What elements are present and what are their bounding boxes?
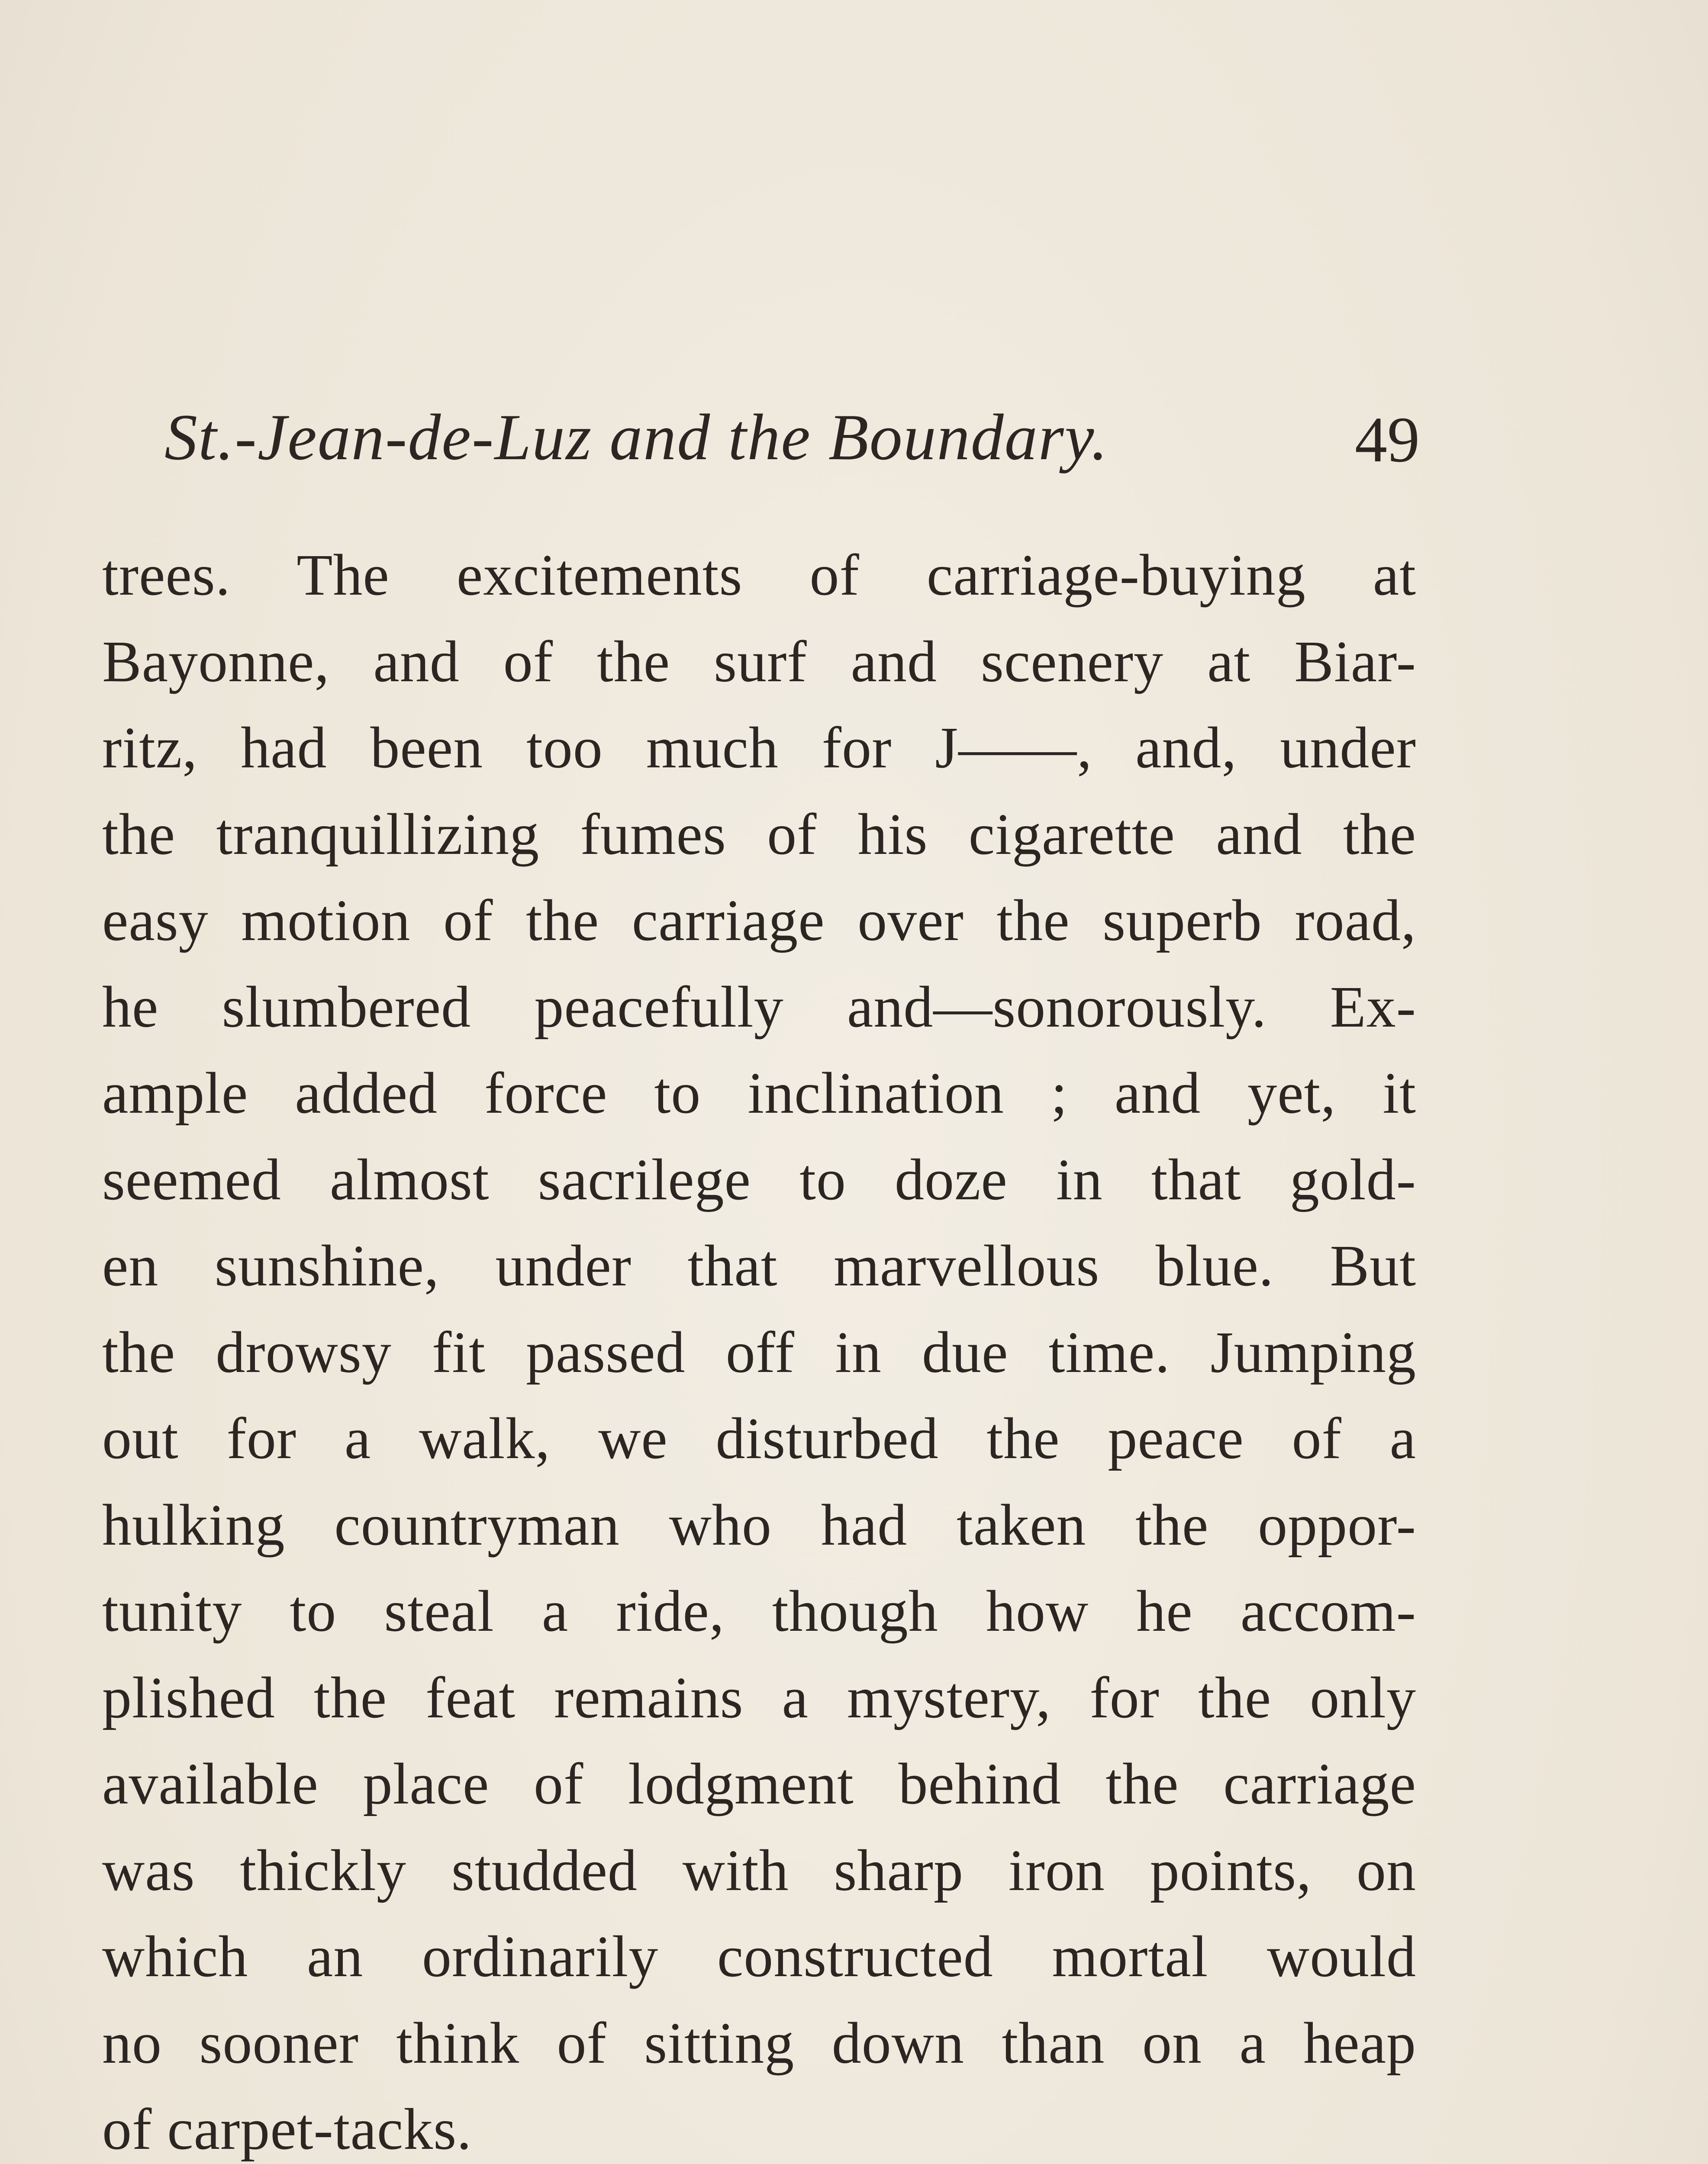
text-line: which an ordinarily constructed mortal would	[102, 1924, 1416, 1989]
text-line: Bayonne, and of the surf and scenery at Biar-	[102, 629, 1416, 694]
text-line: he slumbered peacefully and—sonorously. Ex-	[102, 974, 1416, 1040]
running-head	[164, 394, 1420, 506]
text-line: hulking countryman who had taken the oppor-	[102, 1492, 1416, 1558]
running-title: St.-Jean-de-Luz and the Boundary.	[164, 401, 1109, 473]
text-line: seemed almost sacrilege to doze in that gold-	[102, 1147, 1416, 1212]
text-line: the drowsy fit passed off in due time. Jumping	[102, 1320, 1416, 1385]
text-line: easy motion of the carriage over the superb road,	[102, 888, 1416, 953]
text-line: tunity to steal a ride, though how he accom-	[102, 1579, 1416, 1644]
text-line: out for a walk, we disturbed the peace of a	[102, 1406, 1416, 1471]
body-text	[102, 532, 1416, 2164]
page-number: 49	[1355, 404, 1420, 476]
text-line: no sooner think of sitting down than on a heap	[102, 2010, 1416, 2076]
text-line: available place of lodgment behind the carriage	[102, 1752, 1416, 1816]
text-line: ample added force to inclination ; and yet, it	[102, 1061, 1416, 1126]
text-line: was thickly studded with sharp iron points, on	[102, 1838, 1416, 1903]
text-line: ritz, had been too much for J——, and, under	[102, 715, 1416, 780]
text-line: the tranquillizing fumes of his cigarette and the	[102, 802, 1416, 867]
text-line: en sunshine, under that marvellous blue. But	[102, 1233, 1416, 1298]
paragraph-end-line: of carpet-tacks.	[102, 2097, 472, 2162]
text-line: plished the feat remains a mystery, for the only	[102, 1665, 1416, 1730]
text-line: trees. The excitements of carriage-buying at	[102, 543, 1416, 608]
